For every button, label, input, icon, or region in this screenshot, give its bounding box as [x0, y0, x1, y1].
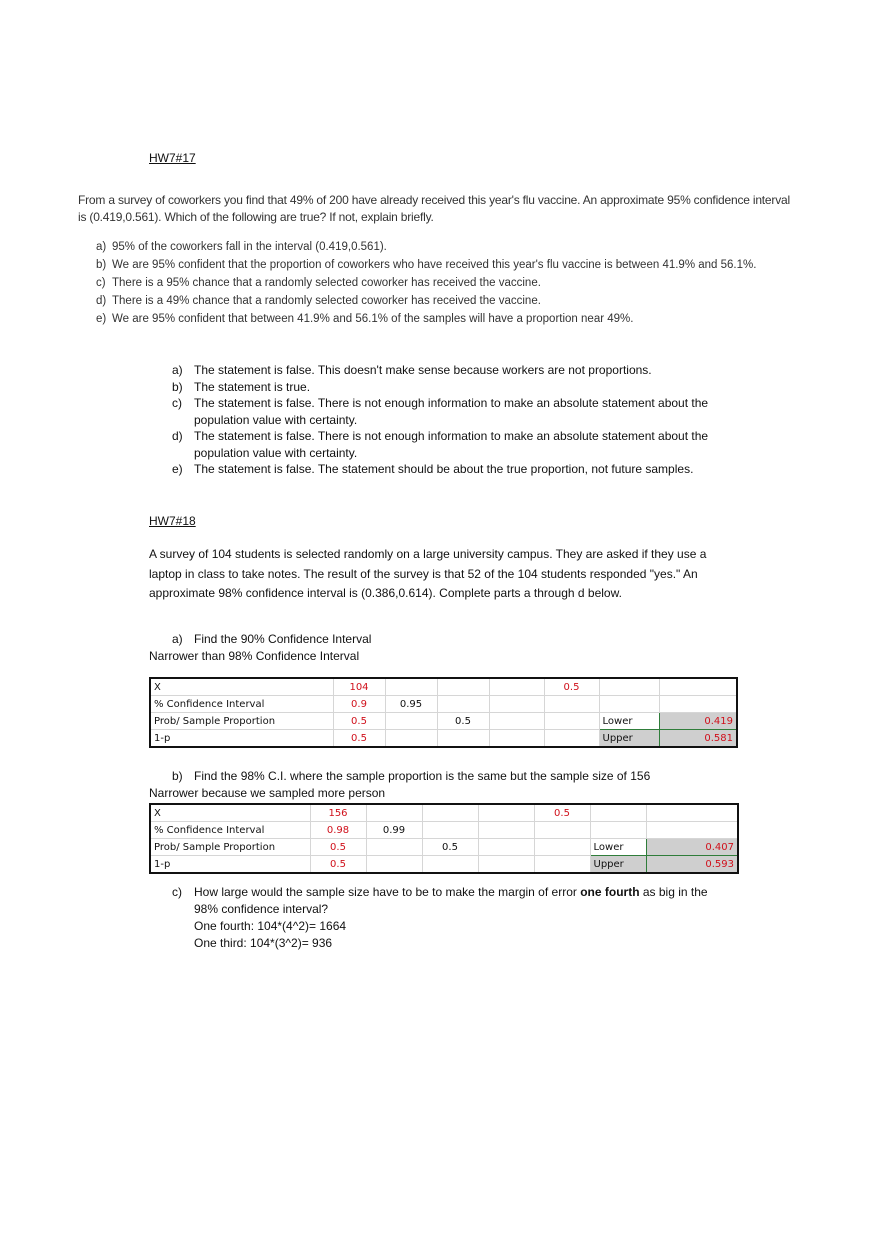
cell-value: 0.5: [333, 730, 385, 748]
table-row: [150, 730, 737, 748]
upper-value: 0.581: [659, 730, 737, 748]
answer-item: c) The statement is false. There is not enough information to make an absolute statement about the population value with certainty.: [172, 396, 709, 427]
hw18-intro: A survey of 104 students is selected randomly on a large university campus. They are asked if they use a laptop in class to take notes. The result of the survey is that 52 of the 104 students responded "yes." An approximate 98% confidence interval is (0.386,0.614). Complete parts a through d below.: [149, 547, 707, 600]
table-row: [150, 822, 738, 839]
upper-label: Upper: [590, 856, 646, 874]
option-item: d) There is a 49% chance that a randomly selected coworker has received the vaccine.: [96, 295, 541, 307]
cell-value: 0.5: [544, 678, 599, 696]
part-a-prompt: a) Find the 90% Confidence Interval: [172, 632, 372, 646]
table-row: [150, 804, 738, 822]
part-b-prompt: b) Find the 98% C.I. where the sample proportion is the same but the sample size of 156: [172, 769, 651, 783]
part-a-note: Narrower than 98% Confidence Interval: [149, 649, 360, 663]
lower-value: 0.419: [659, 713, 737, 730]
part-c-line-fourth: One fourth: 104*(4^2)= 1664: [194, 919, 347, 933]
cell-value: 0.5: [422, 839, 478, 856]
option-item: b) We are 95% confident that the proportion of coworkers who have received this year's flu vaccine is between 41.9% and 56.1%.: [96, 259, 757, 271]
spreadsheet-table-a: [149, 677, 738, 748]
cell-value: 104: [333, 678, 385, 696]
row-label: % Confidence Interval: [150, 822, 310, 839]
option-item: e) We are 95% confident that between 41.9% and 56.1% of the samples will have a proportion near 49%.: [96, 313, 634, 325]
lower-label: Lower: [599, 713, 659, 730]
part-b-note: Narrower because we sampled more person: [149, 786, 386, 800]
cell-value: 156: [310, 804, 366, 822]
table-row: [150, 713, 737, 730]
hw17-answers-list: [172, 362, 732, 478]
answer-item: d) The statement is false. There is not enough information to make an absolute statement about the population value with certainty.: [172, 429, 709, 460]
table-row: [150, 856, 738, 874]
hw18-heading: HW7#18: [149, 514, 196, 528]
cell-value: 0.95: [385, 696, 437, 713]
part-c-prompt: c) How large would the sample size have to be to make the margin of error one fourth as big in the 98% confidence interval?: [172, 885, 708, 916]
cell-value: 0.9: [333, 696, 385, 713]
row-label: X: [150, 678, 333, 696]
part-c-line-third: One third: 104*(3^2)= 936: [194, 936, 333, 950]
option-item: c) There is a 95% chance that a randomly selected coworker has received the vaccine.: [96, 277, 541, 289]
cell-value: 0.98: [310, 822, 366, 839]
row-label: Prob/ Sample Proportion: [150, 839, 310, 856]
cell-value: 0.5: [310, 856, 366, 874]
answer-item: a) The statement is false. This doesn't make sense because workers are not proportions.: [172, 363, 652, 377]
spreadsheet-table-b: [149, 803, 739, 874]
cell-value: 0.99: [366, 822, 422, 839]
hw17-heading: HW7#17: [149, 151, 196, 165]
option-item: a) 95% of the coworkers fall in the interval (0.419,0.561).: [96, 241, 387, 253]
table-row: [150, 696, 737, 713]
answer-item: b) The statement is true.: [172, 379, 311, 394]
upper-label: Upper: [599, 730, 659, 748]
table-row: [150, 839, 738, 856]
row-label: Prob/ Sample Proportion: [150, 713, 333, 730]
row-label: 1-p: [150, 730, 333, 748]
row-label: % Confidence Interval: [150, 696, 333, 713]
cell-value: 0.5: [534, 804, 590, 822]
emphasis-text: one fourth: [580, 885, 640, 899]
hw17-options-list: [96, 238, 756, 328]
row-label: X: [150, 804, 310, 822]
cell-value: 0.5: [333, 713, 385, 730]
row-label: 1-p: [150, 856, 310, 874]
cell-value: 0.5: [310, 839, 366, 856]
lower-label: Lower: [590, 839, 646, 856]
table-row: [150, 678, 737, 696]
answer-item: e) The statement is false. The statement should be about the true proportion, not future samples.: [172, 462, 694, 476]
cell-value: 0.5: [437, 713, 489, 730]
lower-value: 0.407: [646, 839, 738, 856]
upper-value: 0.593: [646, 856, 738, 874]
hw17-question: From a survey of coworkers you find that 49% of 200 have already received this year's flu vaccine. An approximate 95% confidence interval is (0.419,0.561). Which of the following are true? If not, explain briefly.: [78, 193, 790, 224]
